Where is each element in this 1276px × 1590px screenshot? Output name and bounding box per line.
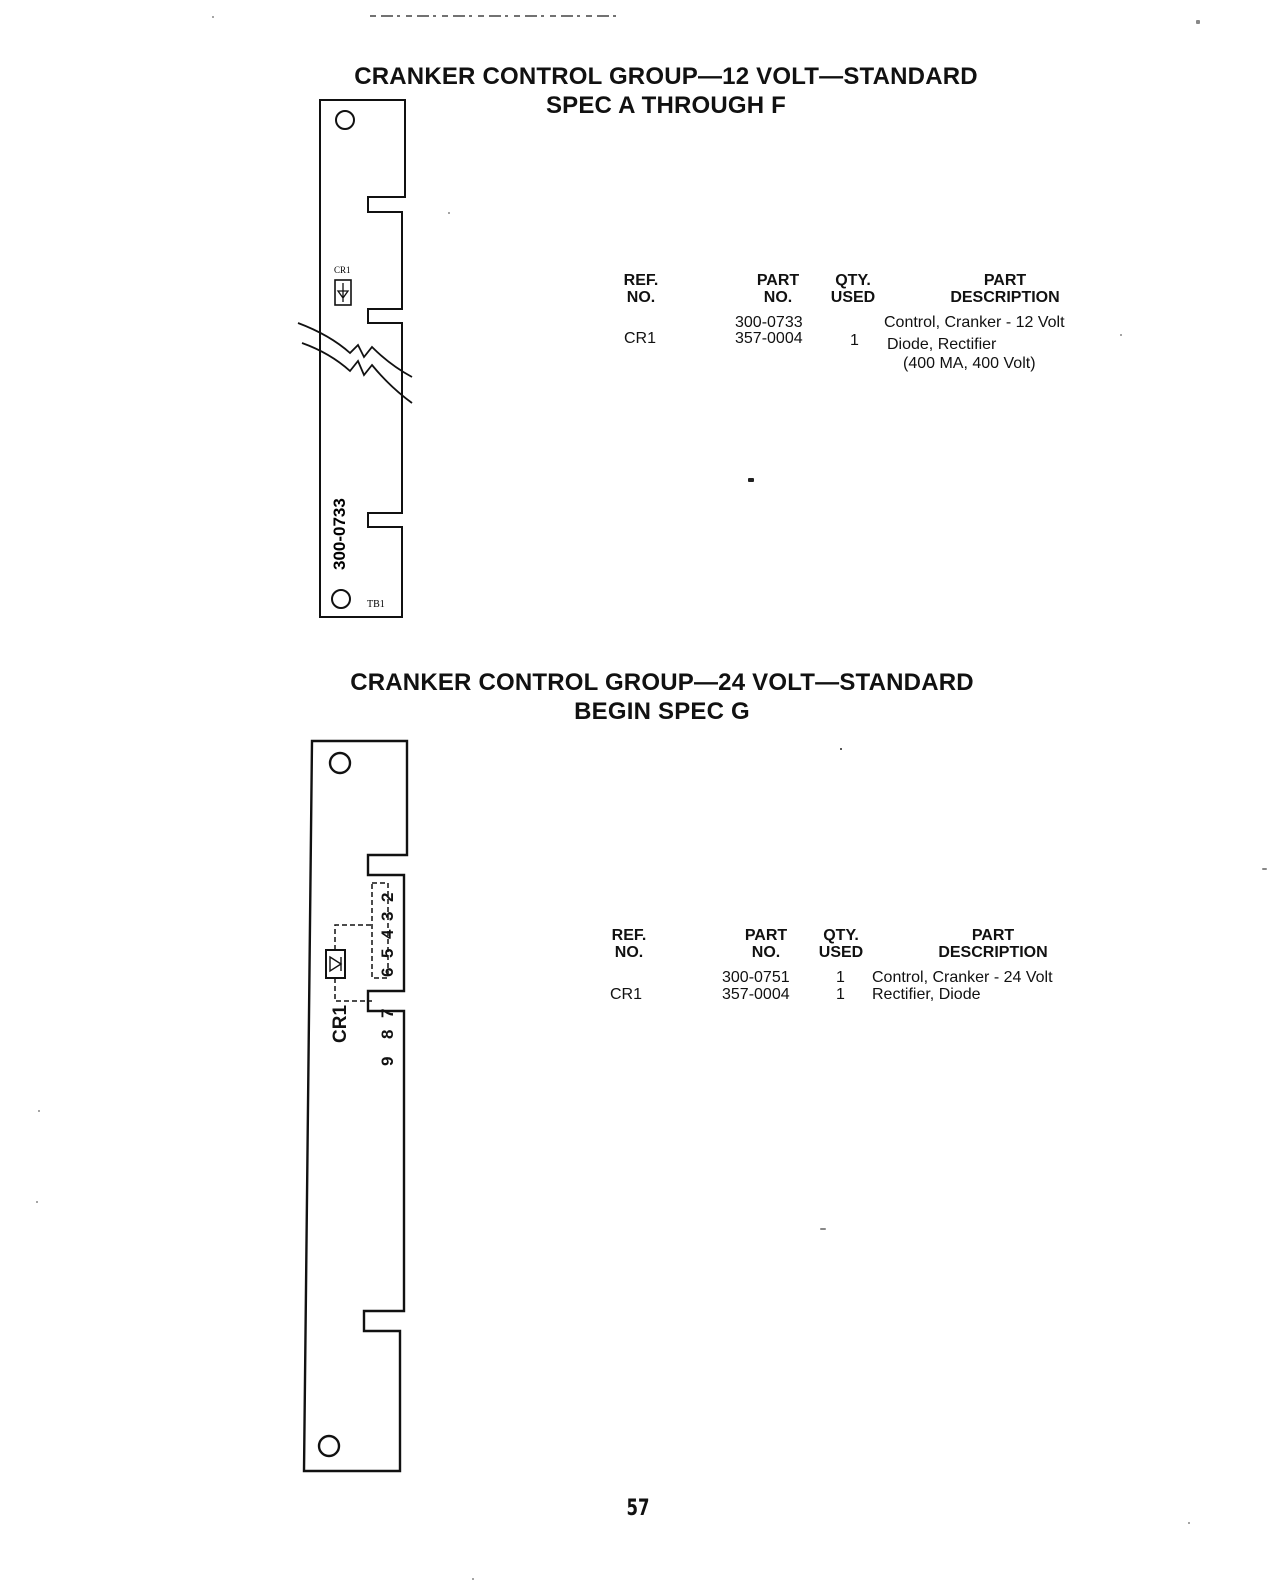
header-part-no: PART NO.: [756, 272, 800, 306]
scan-dash-line: [370, 12, 630, 20]
terminal-label: 3: [378, 911, 397, 921]
board-part-number: 300-0733: [330, 498, 349, 570]
mounting-hole-top: [336, 111, 354, 129]
circuit-board-diagram-12v: [290, 95, 430, 627]
table-cell-desc: Control, Cranker - 24 Volt: [872, 969, 1053, 986]
header-qty-used: QTY. USED: [830, 272, 876, 306]
section-title-line2: SPEC A THROUGH F: [545, 92, 787, 119]
section-title-24v: [282, 668, 1042, 726]
page-number: 57: [626, 1496, 650, 1521]
terminal-label: 5: [378, 948, 397, 958]
header-ref-no: REF. NO.: [611, 927, 647, 961]
header-part-description: PART DESCRIPTION: [938, 927, 1048, 961]
header-qty-used: QTY. USED: [818, 927, 864, 961]
component-label-cr1: CR1: [334, 265, 351, 275]
table-cell-part: 357-0004: [722, 986, 790, 1003]
terminal-label: 7: [378, 1008, 397, 1018]
board-outline: [304, 741, 407, 1471]
terminal-label: 6: [378, 967, 397, 977]
header-ref-no: REF. NO.: [623, 272, 659, 306]
mounting-hole-bottom: [319, 1436, 339, 1456]
cable-break: [298, 323, 412, 377]
section-title-line1: CRANKER CONTROL GROUP—24 VOLT—STANDARD: [350, 669, 974, 696]
table-cell-qty: 1: [836, 986, 845, 1003]
terminal-label: 8: [378, 1029, 397, 1039]
terminal-label-tb1: TB1: [367, 599, 385, 610]
header-part-description: PART DESCRIPTION: [950, 272, 1060, 306]
terminal-label: 9: [378, 1056, 397, 1066]
component-label-cr1: CR1: [330, 1004, 351, 1043]
table-cell-qty: 1: [836, 969, 845, 986]
table-cell-desc-cont: (400 MA, 400 Volt): [903, 355, 1036, 372]
section-title-line2: BEGIN SPEC G: [574, 698, 750, 725]
circuit-board-diagram-24v: [294, 733, 424, 1481]
header-part-no: PART NO.: [744, 927, 788, 961]
terminal-label: 2: [378, 892, 397, 902]
section-title-line1: CRANKER CONTROL GROUP—12 VOLT—STANDARD: [354, 63, 978, 90]
table-cell-part: 300-0733: [735, 314, 803, 331]
table-cell-desc: Rectifier, Diode: [872, 986, 981, 1003]
terminal-label: 4: [378, 929, 397, 939]
table-cell-ref: CR1: [610, 986, 643, 1003]
mounting-hole-bottom: [332, 590, 350, 608]
parts-table-12v: [600, 272, 1120, 382]
table-cell-desc: Diode, Rectifier: [887, 336, 997, 353]
table-cell-desc: Control, Cranker - 12 Volt: [884, 314, 1065, 331]
table-cell-ref: CR1: [624, 330, 657, 347]
table-cell-part: 357-0004: [735, 330, 803, 347]
table-cell-part: 300-0751: [722, 969, 790, 986]
parts-table-24v: [588, 927, 1108, 1017]
table-cell-qty: 1: [850, 332, 859, 349]
mounting-hole-top: [330, 753, 350, 773]
